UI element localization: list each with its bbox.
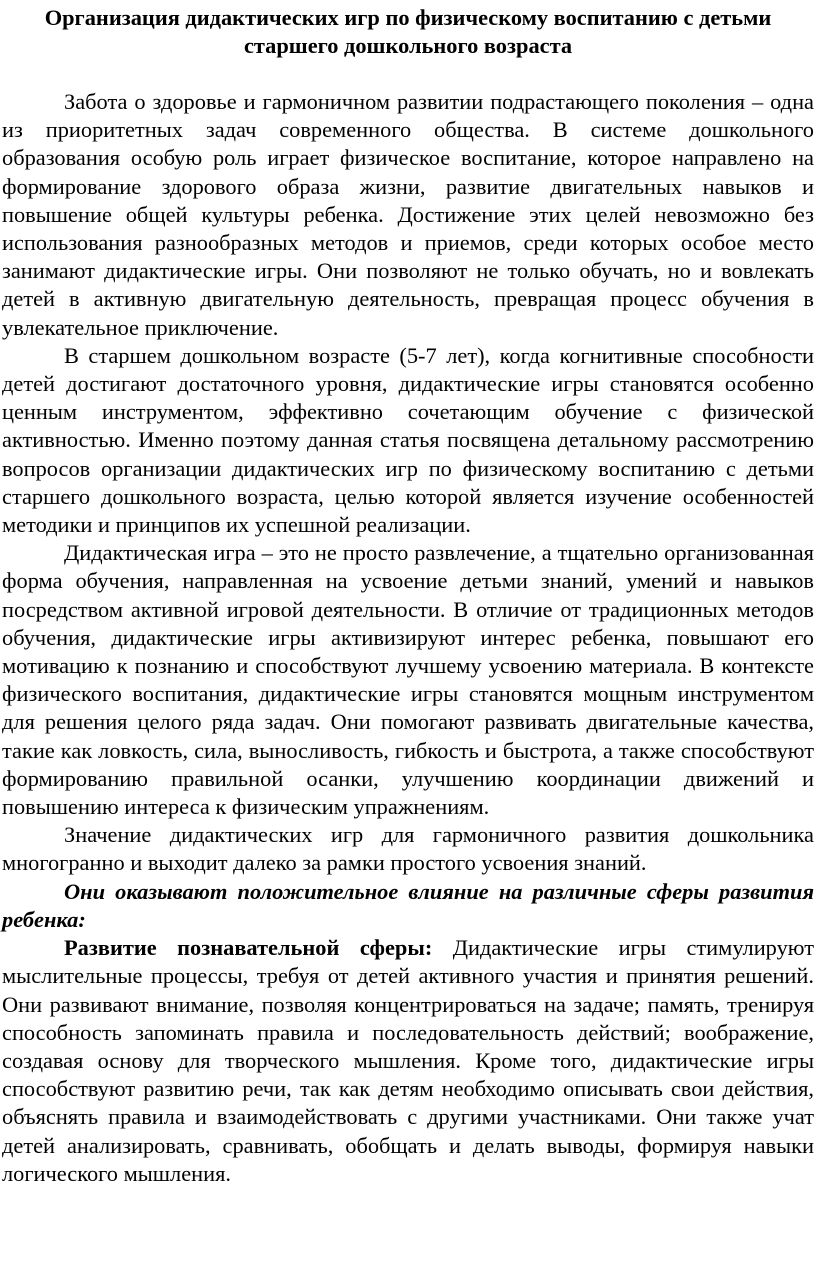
title-line-1: Организация дидактических игр по физическому воспитанию с детьми: [44, 5, 772, 30]
document-title: [2, 4, 814, 60]
paragraph-significance: Значение дидактических игр для гармоничного развития дошкольника многогранно и выходит далеко за рамки простого усвоения знаний.: [2, 822, 814, 876]
cognitive-term: Развитие познавательной сферы:: [64, 935, 433, 961]
lead-in-heading: Они оказывают положительное влияние на различные сферы развития ребенка:: [2, 878, 814, 932]
paragraph-definition: Дидактическая игра – это не просто развлечение, а тщательно организованная форма обучения, направленная на усвоение детьми знаний, умений и навыков посредством активной игровой деятельности. В отличие от традиционных методов обучения, дидактические игры активизируют интерес ребенка, повышают его мотивацию к познанию и способствуют лучшему усвоению материала. В контексте физического воспитания, дидактические игры становятся мощным инструментом для решения целого ряда задач. Они помогают развивать двигательные качества, такие как ловкость, сила, выносливость, гибкость и быстрота, а также способствуют формированию правильной осанки, улучшению координации движений и повышению интереса к физическим упражнениям.: [2, 540, 814, 820]
paragraph-intro: Забота о здоровье и гармоничном развитии подрастающего поколения – одна из приоритетных задач современного общества. В системе дошкольного образования особую роль играет физическое воспитание, которое направлено на формирование здорового образа жизни, развитие двигательных навыков и повышение общей культуры ребенка. Достижение этих целей невозможно без использования разнообразных методов и приемов, среди которых особое место занимают дидактические игры. Они позволяют не только обучать, но и вовлекать детей в активную двигательную деятельность, превращая процесс обучения в увлекательное приключение.: [2, 89, 814, 340]
paragraph-age: В старшем дошкольном возрасте (5-7 лет), когда когнитивные способности детей достигают достаточного уровня, дидактические игры становятся особенно ценным инструментом, эффективно сочетающим обучение с физической активностью. Именно поэтому данная статья посвящена детальному рассмотрению вопросов организации дидактических игр по физическому воспитанию с детьми старшего дошкольного возраста, целью которой является изучение особенностей методики и принципов их успешной реализации.: [2, 342, 814, 538]
title-line-2: старшего дошкольного возраста: [243, 33, 573, 58]
paragraph-cognitive: [2, 934, 814, 1188]
cognitive-text: Дидактические игры стимулируют мыслительные процессы, требуя от детей активного участия и принятия решений. Они развивают внимание, позволяя концентрироваться на задаче; память, тренируя способность запоминать правила и последовательность действий; воображение, создавая основу для творческого мышления. Кроме того, дидактические игры способствуют развитию речи, так как детям необходимо описывать свои действия, объяснять правила и взаимодействовать с другими участниками. Они также учат детей анализировать, сравнивать, обобщать и делать выводы, формируя навыки логического мышления.: [2, 935, 814, 1186]
